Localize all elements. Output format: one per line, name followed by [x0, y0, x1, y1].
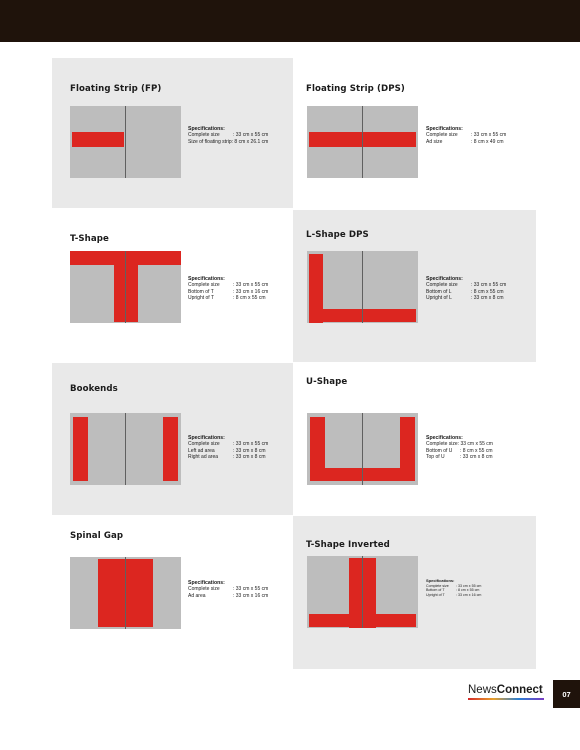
spec-row [426, 454, 493, 460]
spec-key: Complete size [426, 132, 458, 139]
spec-value: : 8 cm x 55 cm [471, 288, 504, 295]
spec-value: : 33 cm x 55 cm [233, 132, 269, 139]
spread-diagram-spinal-gap [70, 557, 181, 629]
spec-key: Right ad area [188, 453, 219, 460]
spec-key: Size of floating strip [188, 138, 232, 145]
spread-diagram-floating-strip-dps [307, 106, 418, 178]
spec-value: : 8 cm x 49 cm [471, 138, 504, 145]
spec-key: Complete size [188, 441, 220, 448]
panel-title-l-shape-dps: L-Shape DPS [306, 230, 369, 240]
spec-row [188, 593, 268, 599]
spec-value: : 33 cm x 8 cm [460, 453, 493, 460]
specs-heading: Specifications: [188, 126, 225, 132]
top-header-bar [0, 0, 580, 42]
panel-title-u-shape: U-Shape [306, 377, 348, 387]
spec-key: Upright of T [426, 592, 445, 597]
spec-value: : 33 cm x 55 cm [456, 583, 482, 588]
spread-diagram-u-shape [307, 413, 418, 485]
spec-value: : 8 cm x 26.1 cm [231, 138, 269, 145]
logo-underline [468, 698, 544, 700]
spec-value: : 8 cm x 55 cm [456, 588, 480, 593]
specs-heading: Specifications: [426, 126, 463, 132]
panel-title-spinal-gap: Spinal Gap [70, 531, 124, 541]
specs-heading: Specifications: [188, 276, 225, 282]
spread-diagram-bookends [70, 413, 181, 485]
logo-text-news: News [468, 684, 497, 696]
spread-diagram-t-shape [70, 251, 181, 323]
specs-heading: Specifications: [426, 276, 463, 282]
spec-value: : 8 cm x 55 cm [460, 447, 493, 454]
spec-key: Complete size [188, 132, 220, 139]
ad-area-left [73, 417, 88, 481]
specs-t-shape-inverted [426, 579, 481, 597]
spec-value: : 33 cm x 16 cm [233, 592, 269, 599]
spec-key: Upright of T [188, 294, 215, 301]
newsconnect-logo [468, 684, 543, 696]
spec-key: Complete size [426, 441, 458, 448]
panel-title-floating-strip-fp: Floating Strip (FP) [70, 84, 162, 94]
spec-key: Complete size [426, 583, 449, 588]
spec-row [188, 295, 268, 301]
spec-row [188, 139, 268, 145]
page-number: 07 [553, 680, 580, 708]
spec-key: Bottom of U [426, 447, 453, 454]
spec-key: Bottom of T [426, 588, 445, 593]
panel-title-floating-strip-dps: Floating Strip (DPS) [306, 84, 405, 94]
spread-fold [125, 106, 126, 178]
specs-bookends [188, 435, 268, 460]
spec-value: : 8 cm x 55 cm [233, 294, 266, 301]
spread-diagram-l-shape-dps [307, 251, 418, 323]
spec-value: : 33 cm x 55 cm [457, 441, 493, 448]
spec-value: : 33 cm x 8 cm [233, 453, 266, 460]
spec-key: Top of U [426, 453, 445, 460]
spec-key: Bottom of L [426, 288, 452, 295]
spec-value: : 33 cm x 55 cm [233, 282, 269, 289]
spec-key: Upright of L [426, 294, 452, 301]
spec-key: Left ad area [188, 447, 215, 454]
spec-value: : 33 cm x 8 cm [471, 294, 504, 301]
spec-value: : 33 cm x 55 cm [233, 586, 269, 593]
spread-fold [125, 557, 126, 629]
spec-value: : 33 cm x 55 cm [233, 441, 269, 448]
ad-area-right [163, 417, 178, 481]
spread-fold [125, 251, 126, 323]
spread-fold [362, 413, 363, 485]
ad-area [72, 132, 124, 147]
spec-value: : 33 cm x 8 cm [233, 447, 266, 454]
ad-area-upright [114, 251, 138, 322]
panel-title-t-shape: T-Shape [70, 234, 109, 244]
spec-value: : 33 cm x 55 cm [471, 282, 507, 289]
spec-key: Ad size [426, 138, 443, 145]
spread-diagram-floating-strip-fp [70, 106, 181, 178]
specs-heading: Specifications: [426, 578, 455, 583]
spread-diagram-t-shape-inverted [307, 556, 418, 628]
spread-fold [362, 251, 363, 323]
logo-text-connect: Connect [496, 684, 543, 696]
spec-value: : 33 cm x 55 cm [471, 132, 507, 139]
spec-row [426, 139, 506, 145]
specs-floating-strip-fp [188, 126, 268, 145]
specs-heading: Specifications: [426, 435, 463, 441]
specs-t-shape [188, 276, 268, 301]
panel-title-bookends: Bookends [70, 384, 118, 394]
spec-key: Bottom of T [188, 288, 214, 295]
spec-value: : 33 cm x 16 cm [456, 592, 482, 597]
spec-key: Complete size [426, 282, 458, 289]
spec-key: Ad area [188, 592, 206, 599]
specs-spinal-gap [188, 580, 268, 599]
spec-row [188, 454, 268, 460]
spec-key: Complete size [188, 586, 220, 593]
specs-l-shape-dps [426, 276, 506, 301]
spread-fold [362, 106, 363, 178]
spread-fold [362, 556, 363, 628]
spec-value: : 33 cm x 16 cm [233, 288, 269, 295]
spread-fold [125, 413, 126, 485]
specs-heading: Specifications: [188, 580, 225, 586]
spec-row [426, 593, 481, 598]
panel-title-t-shape-inverted: T-Shape Inverted [306, 540, 390, 550]
spec-row [426, 295, 506, 301]
specs-heading: Specifications: [188, 435, 225, 441]
spec-key: Complete size [188, 282, 220, 289]
specs-floating-strip-dps [426, 126, 506, 145]
specs-u-shape [426, 435, 493, 460]
